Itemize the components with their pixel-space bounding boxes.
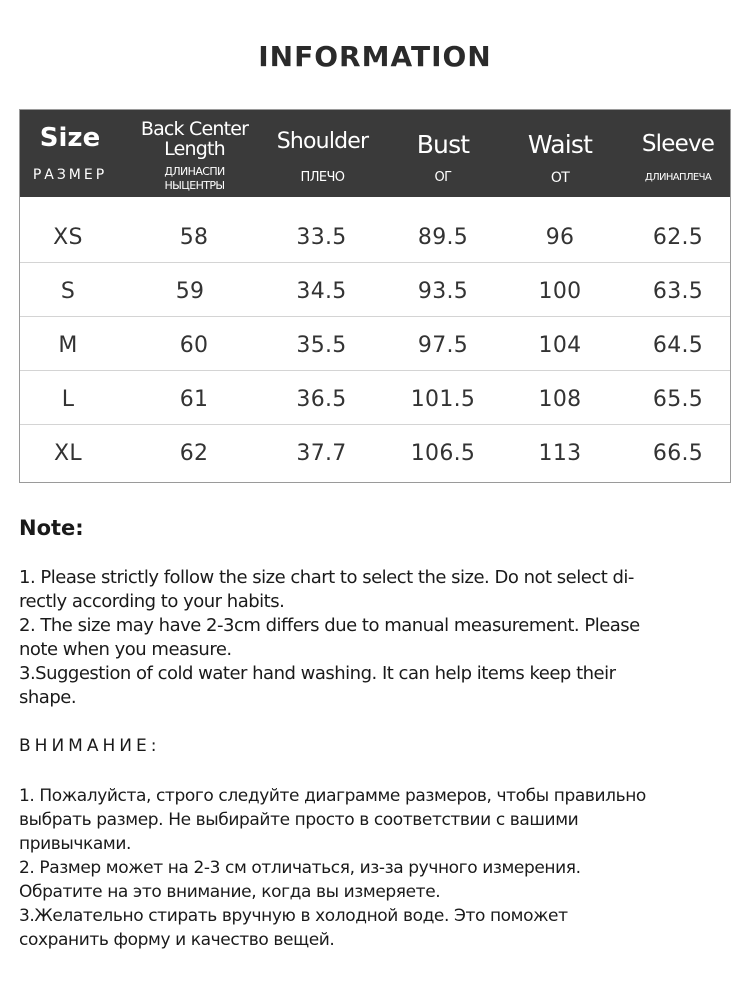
note-text <box>19 566 729 710</box>
header-size-label: Size <box>39 123 101 153</box>
header-waist-label-ru: ОТ <box>550 170 570 186</box>
table-row <box>20 209 730 263</box>
header-bust-label-ru: ОГ <box>434 170 452 185</box>
table-row <box>20 425 730 479</box>
cell-shoulder: 35.5 <box>296 333 347 358</box>
cell-size: XS <box>53 225 83 250</box>
cell-bust: 106.5 <box>410 441 476 466</box>
cell-back-length: 61 <box>179 387 209 412</box>
cell-size: L <box>61 387 75 412</box>
table-header <box>20 110 730 197</box>
cell-shoulder: 37.7 <box>296 441 347 466</box>
note-line: note when you measure. <box>19 639 232 660</box>
header-size <box>20 110 120 197</box>
cell-waist: 104 <box>538 333 582 358</box>
header-back-center-length <box>132 110 257 197</box>
cell-shoulder: 36.5 <box>296 387 347 412</box>
cell-size: M <box>58 333 78 358</box>
header-shoulder-label: Shoulder <box>276 129 369 154</box>
cell-waist: 113 <box>538 441 582 466</box>
vnimanie-line: 3.Желательно стирать вручную в холодной воде. Это поможет <box>19 906 568 926</box>
header-shoulder <box>265 110 380 197</box>
vnimanie-heading: ВНИМАНИЕ: <box>19 736 161 756</box>
header-sleeve-label-ru: ДЛИНАПЛЕЧА <box>644 172 712 183</box>
vnimanie-line: привычками. <box>19 834 132 854</box>
cell-bust: 89.5 <box>417 225 469 250</box>
cell-back-length: 58 <box>179 225 209 250</box>
vnimanie-line: сохранить форму и качество вещей. <box>19 930 335 950</box>
table-row <box>20 371 730 425</box>
cell-waist: 108 <box>538 387 582 412</box>
cell-bust: 101.5 <box>410 387 476 412</box>
header-size-label-ru: РАЗМЕР <box>32 167 108 183</box>
cell-waist: 96 <box>545 225 575 250</box>
vnimanie-line: выбрать размер. Не выбирайте просто в соответствии с вашими <box>19 810 579 830</box>
cell-sleeve: 62.5 <box>652 225 704 250</box>
note-line: shape. <box>19 687 77 708</box>
header-back-label-line2: Length <box>164 138 225 160</box>
header-back-label-ru-line2: НЫЦЕНТРЫ <box>164 179 225 192</box>
vnimanie-line: Обратите на это внимание, когда вы измеряете. <box>19 882 441 902</box>
cell-size: XL <box>54 441 82 466</box>
size-chart-table <box>19 109 731 483</box>
header-shoulder-label-ru: ПЛЕЧО <box>300 170 345 185</box>
cell-waist: 100 <box>538 279 582 304</box>
header-back-label-line1: Back Center <box>140 118 249 140</box>
cell-shoulder: 33.5 <box>296 225 347 250</box>
vnimanie-line: 2. Размер может на 2-3 см отличаться, из-за ручного измерения. <box>19 858 581 878</box>
note-heading: Note: <box>19 516 84 540</box>
cell-bust: 93.5 <box>417 279 469 304</box>
cell-shoulder: 34.5 <box>296 279 347 304</box>
header-bust <box>390 110 496 197</box>
table-row <box>20 317 730 371</box>
header-back-label-ru-line1: ДЛИНАСПИ <box>164 165 225 178</box>
note-line: 1. Please strictly follow the size chart to select the size. Do not select di- <box>19 567 634 588</box>
cell-bust: 97.5 <box>417 333 469 358</box>
cell-sleeve: 66.5 <box>652 441 704 466</box>
cell-sleeve: 64.5 <box>652 333 704 358</box>
cell-back-length: 60 <box>179 333 209 358</box>
cell-back-length: 59 <box>175 279 205 304</box>
cell-sleeve: 65.5 <box>652 387 704 412</box>
header-sleeve <box>620 110 736 197</box>
note-line: 2. The size may have 2-3cm differs due to manual measurement. Please <box>19 615 640 636</box>
header-sleeve-label: Sleeve <box>641 131 715 157</box>
cell-size: S <box>60 279 76 304</box>
note-line: 3.Suggestion of cold water hand washing. It can help items keep their <box>19 663 616 684</box>
header-waist-label: Waist <box>527 130 593 159</box>
cell-sleeve: 63.5 <box>652 279 704 304</box>
page-title: INFORMATION <box>258 40 492 73</box>
header-bust-label: Bust <box>416 130 470 159</box>
header-waist <box>506 110 614 197</box>
cell-back-length: 62 <box>179 441 209 466</box>
vnimanie-text <box>19 784 729 952</box>
vnimanie-line: 1. Пожалуйста, строго следуйте диаграмме размеров, чтобы правильно <box>19 786 646 806</box>
table-row <box>20 263 730 317</box>
note-line: rectly according to your habits. <box>19 591 285 612</box>
